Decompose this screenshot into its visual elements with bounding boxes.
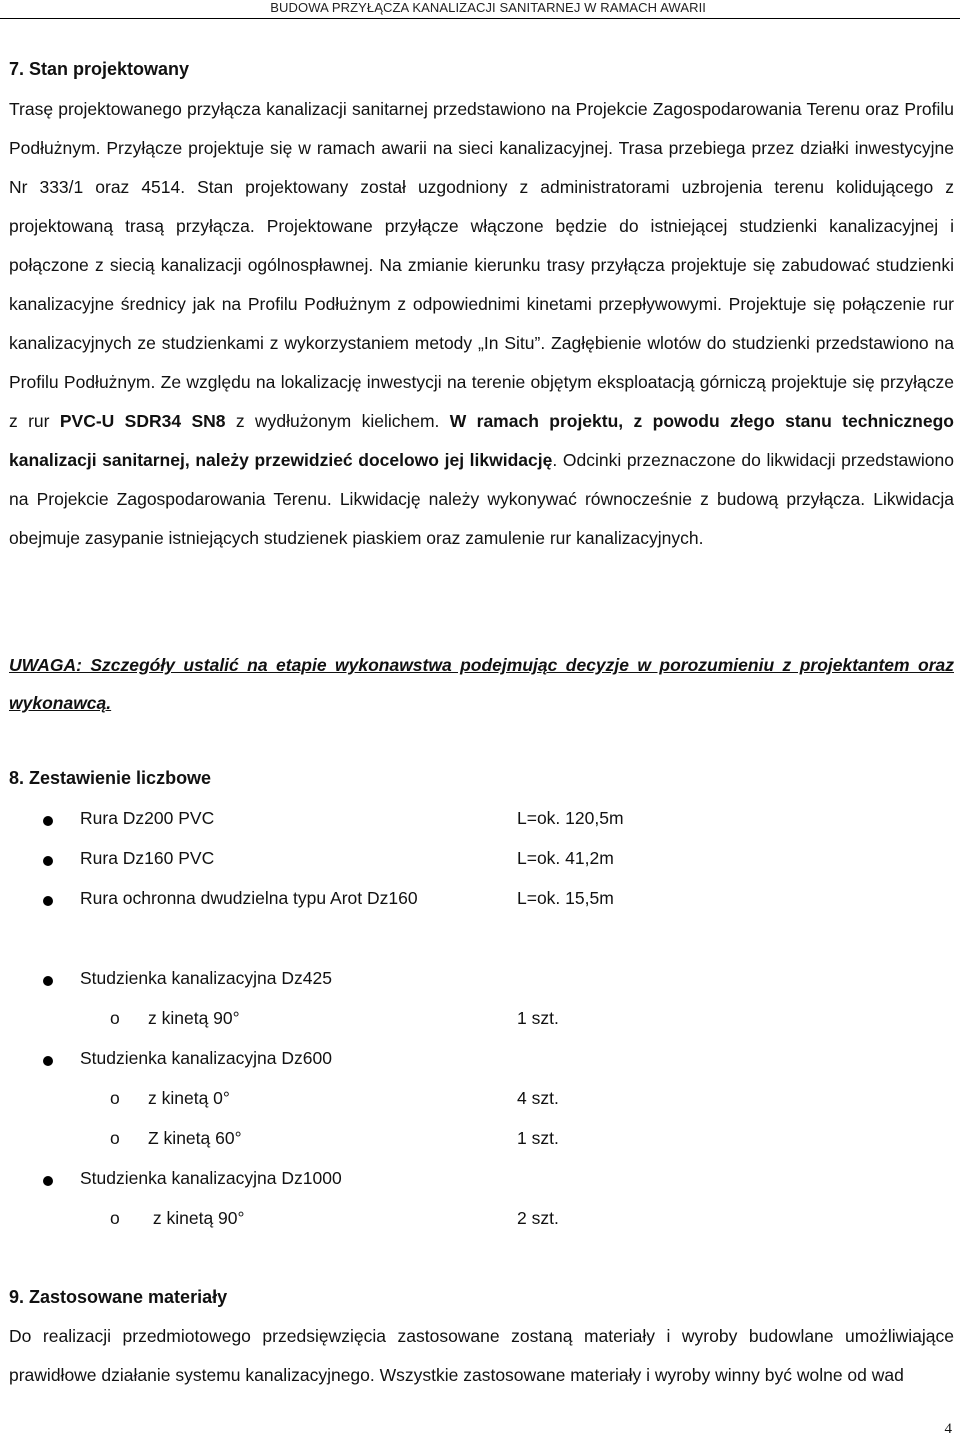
section-9-heading: 9. Zastosowane materiały xyxy=(9,1287,228,1307)
liquidation-statement: W ramach projektu, z powodu złego stanu technicznego kanalizacji sanitarnej, należy przewidzieć docelowo jej likwidację xyxy=(9,411,954,470)
section-7-paragraph xyxy=(9,90,954,558)
item-name: Studzienka kanalizacyjna Dz425 xyxy=(80,968,332,988)
sub-item-marker: o xyxy=(110,1208,120,1228)
section-7-text-3: . Odcinki przeznaczone do likwidacji przedstawiono na Projekcie Zagospodarowania Terenu. Likwidację należy wykonywać równocześnie z budową przyłącza. Likwidacja obejmuje zasypanie istniejących studzienek piaskiem oraz zamulenie rur kanalizacyjnych. xyxy=(9,450,954,548)
bullet-icon xyxy=(43,976,53,986)
item-name: Rura Dz200 PVC xyxy=(80,808,215,828)
bullet-icon xyxy=(43,816,53,826)
item-name: z kinetą 90° xyxy=(148,1008,240,1028)
bullet-icon xyxy=(43,1176,53,1186)
item-name: Studzienka kanalizacyjna Dz1000 xyxy=(80,1168,342,1188)
item-name: Studzienka kanalizacyjna Dz600 xyxy=(80,1048,332,1068)
section-8-heading: 8. Zestawienie liczbowe xyxy=(9,768,212,788)
bullet-icon xyxy=(43,856,53,866)
item-name: Rura ochronna dwudzielna typu Arot Dz160 xyxy=(80,888,418,908)
section-7-heading: 7. Stan projektowany xyxy=(9,59,190,79)
bullet-icon xyxy=(43,896,53,906)
item-quantity: 1 szt. xyxy=(517,1128,559,1148)
item-quantity: 4 szt. xyxy=(517,1088,559,1108)
item-quantity: L=ok. 41,2m xyxy=(517,848,614,868)
item-quantity: 2 szt. xyxy=(517,1208,559,1228)
attention-note: UWAGA: Szczegóły ustalić na etapie wykonawstwa podejmując decyzje w porozumieniu z projektantem oraz wykonawcą. xyxy=(9,655,954,713)
sub-item-marker: o xyxy=(110,1008,120,1028)
item-name: z kinetą 90° xyxy=(148,1208,245,1228)
running-header: BUDOWA PRZYŁĄCZA KANALIZACJI SANITARNEJ W RAMACH AWARII xyxy=(270,0,706,15)
item-name: z kinetą 0° xyxy=(148,1088,230,1108)
item-quantity: 1 szt. xyxy=(517,1008,559,1028)
bullet-icon xyxy=(43,1056,53,1066)
item-quantity: L=ok. 15,5m xyxy=(517,888,614,908)
pipe-spec: PVC-U SDR34 SN8 xyxy=(59,411,226,431)
section-7-text-1: Trasę projektowanego przyłącza kanalizacji sanitarnej przedstawiono na Projekcie Zagospodarowania Terenu oraz Profilu Podłużnym. Przyłącze projektuje się w ramach awarii na sieci kanalizacyjnej. Trasa przebiega przez działki inwestycyjne Nr 333/1 oraz 4514. Stan projektowany został uzgodniony z administratorami uzbrojenia terenu kolidującego z projektowaną trasą przyłącza. Projektowane przyłącze włączone będzie do istniejącej studzienki kanalizacyjnej i połączone z siecią kanalizacji ogólnospławnej. Na zmianie kierunku trasy przyłącza projektuje się zabudować studzienki kanalizacyjne średnicy jak na Profilu Podłużnym z odpowiednimi kinetami przepływowymi. Projektuje się połączenie rur kanalizacyjnych ze studzienkami z wykorzystaniem metody „In Situ”. Zagłębienie wlotów do studzienki przedstawiono na Profilu Podłużnym. Ze względu na lokalizację inwestycji na terenie objętym eksploatacją górniczą projektuje się przyłącze z rur xyxy=(9,99,954,431)
section-9-paragraph: Do realizacji przedmiotowego przedsięwzięcia zastosowane zostaną materiały i wyroby budowlane umożliwiające prawidłowe działanie systemu kanalizacyjnego. Wszystkie zastosowane materiały i wyroby winny być wolne od wad xyxy=(9,1326,954,1385)
section-7-text-2: z wydłużonym kielichem. xyxy=(225,411,450,431)
item-name: Rura Dz160 PVC xyxy=(80,848,215,868)
item-quantity: L=ok. 120,5m xyxy=(517,808,624,828)
sub-item-marker: o xyxy=(110,1088,120,1108)
item-name: Z kinetą 60° xyxy=(148,1128,242,1148)
sub-item-marker: o xyxy=(110,1128,120,1148)
header-rule xyxy=(0,18,960,19)
page-number: 4 xyxy=(944,1421,952,1437)
